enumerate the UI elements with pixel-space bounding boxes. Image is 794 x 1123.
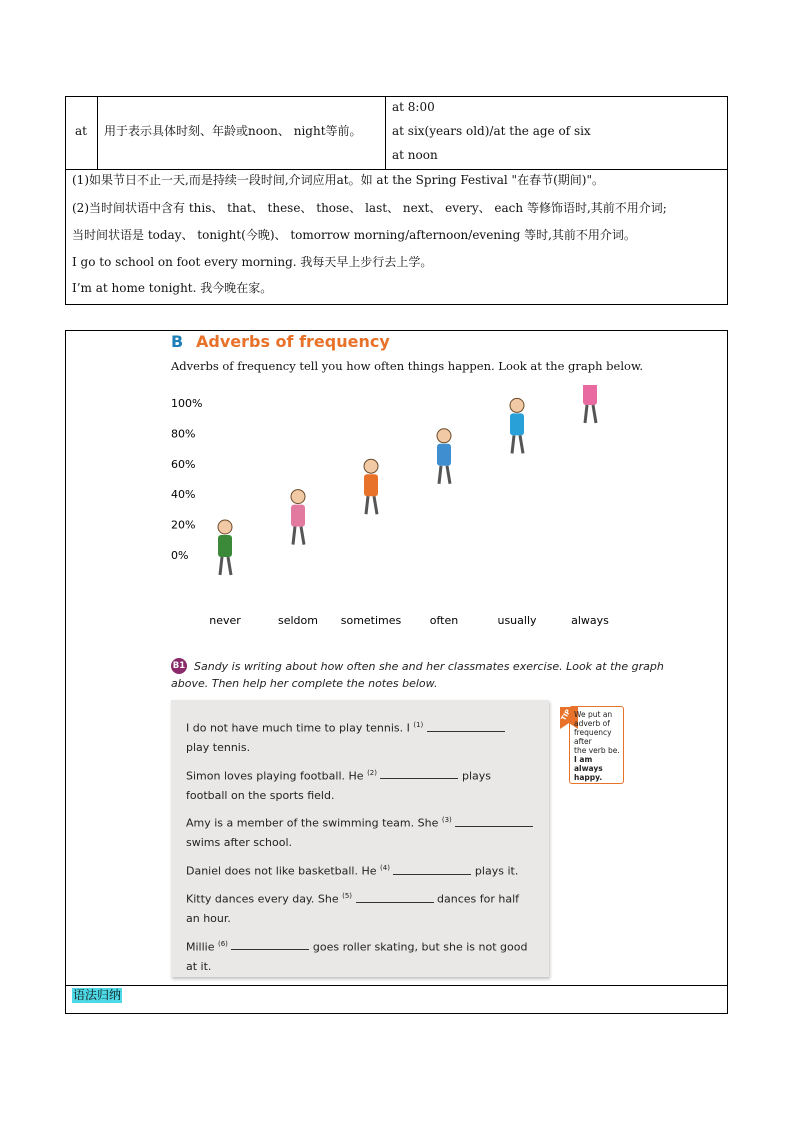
answer-blank[interactable] <box>427 721 505 732</box>
tip-line: We put an <box>574 710 613 719</box>
section-letter: B <box>171 332 184 351</box>
figure-seldom <box>291 490 305 545</box>
figure-leg <box>220 557 222 575</box>
figure-leg <box>366 496 368 514</box>
x-category-label: always <box>571 614 609 627</box>
blank-number: (1) <box>413 721 424 729</box>
example-line: at noon <box>392 148 438 162</box>
note-text: Amy is a member of the swimming team. She <box>186 816 442 830</box>
figure-leg <box>447 466 450 484</box>
figure-head <box>437 429 451 443</box>
note-text: I do not have much time to play tennis. I <box>186 721 414 735</box>
section-title: Adverbs of frequency <box>196 332 390 351</box>
task-instruction: above. Then help her complete the notes below. <box>171 677 438 690</box>
task-instruction: Sandy is writing about how often she and her classmates exercise. Look at the graph <box>194 660 664 673</box>
section-intro: Adverbs of frequency tell you how often things happen. Look at the graph below. <box>171 359 644 373</box>
figure-always <box>583 385 597 423</box>
note-item <box>186 935 541 977</box>
tip-label: TIP <box>559 707 573 723</box>
figure-body <box>218 535 232 557</box>
x-category-label: often <box>429 614 459 627</box>
table-divider <box>66 169 727 170</box>
figure-leg <box>439 466 441 484</box>
figure-body <box>510 413 524 435</box>
figure-body <box>291 505 305 527</box>
note-text: play tennis. <box>186 741 251 755</box>
note-line: I’m at home tonight. 我今晚在家。 <box>72 281 273 295</box>
notes-list <box>186 716 541 982</box>
figure-head <box>510 398 524 412</box>
prep-cell: at <box>75 124 87 138</box>
note-item <box>186 811 541 853</box>
note-line: (2)当时间状语中含有 this、 that、 these、 those、 last、 next、 every、 each 等修饰语时,其前不用介词; <box>72 201 667 215</box>
tip-example: I am always <box>574 755 603 773</box>
tip-line: adverb of <box>574 719 610 728</box>
figure-often <box>437 429 451 484</box>
note-text: football on the sports field. <box>186 788 335 802</box>
example-line: at six(years old)/at the age of six <box>392 124 591 138</box>
frequency-chart <box>165 385 625 635</box>
y-tick-label: 0% <box>171 549 189 562</box>
note-text: Millie <box>186 940 218 954</box>
usage-cell: 用于表示具体时刻、年龄或noon、 night等前。 <box>104 124 362 138</box>
note-item <box>186 859 541 881</box>
figure-head <box>218 520 232 534</box>
blank-number: (4) <box>380 863 390 872</box>
figure-leg <box>293 527 295 545</box>
chart-layer <box>171 385 609 627</box>
usage-table <box>65 96 728 305</box>
tip-line: frequency after <box>574 728 612 746</box>
figure-head <box>364 459 378 473</box>
figure-leg <box>228 557 231 575</box>
note-text: Daniel does not like basketball. He <box>186 864 381 878</box>
answer-blank[interactable] <box>231 939 309 950</box>
note-text: swims after school. <box>186 836 293 850</box>
example-line: at 8:00 <box>392 100 435 114</box>
blank-number: (3) <box>441 816 452 825</box>
x-category-label: usually <box>497 614 537 627</box>
table-divider <box>97 97 98 169</box>
y-tick-label: 20% <box>171 518 196 532</box>
figure-sometimes <box>364 459 378 514</box>
figure-leg <box>593 405 596 423</box>
x-category-label: never <box>209 614 241 627</box>
note-text: Simon loves playing football. He <box>186 769 368 783</box>
note-text: dances for half <box>433 892 520 906</box>
b1-badge: B1 <box>171 658 187 674</box>
tip-line: the verb be. <box>574 746 620 755</box>
table-divider <box>385 97 386 169</box>
blank-number: (5) <box>342 892 353 901</box>
note-line: (1)如果节日不止一天,而是持续一段时间,介词应用at。如 at the Spring Festival "在春节(期间)"。 <box>72 173 604 187</box>
note-text: plays it. <box>471 864 519 878</box>
y-tick-label: 100% <box>171 397 203 410</box>
tip-box <box>559 706 624 784</box>
figure-leg <box>301 527 304 545</box>
figure-never <box>218 520 232 575</box>
answer-blank[interactable] <box>393 864 471 875</box>
note-line: 当时间状语是 today、 tonight(今晚)、 tomorrow morning/afternoon/evening 等时,其前不用介词。 <box>72 228 636 242</box>
figure-body <box>364 474 378 496</box>
note-item <box>186 887 541 929</box>
notes-paper <box>171 700 549 977</box>
figure-leg <box>520 435 523 453</box>
answer-blank[interactable] <box>455 816 533 827</box>
figure-usually <box>510 398 524 453</box>
note-line: I go to school on foot every morning. 我每天早上步行去上学。 <box>72 255 433 269</box>
note-item <box>186 764 541 806</box>
blank-number: (6) <box>217 939 228 948</box>
note-text: plays <box>458 769 492 783</box>
answer-blank[interactable] <box>380 768 458 779</box>
figure-body <box>583 385 597 405</box>
summary-label: 语法归纳 <box>73 988 122 1002</box>
x-category-label: sometimes <box>340 614 402 627</box>
blank-number: (2) <box>367 768 377 777</box>
figure-leg <box>512 435 514 453</box>
x-category-label: seldom <box>278 614 318 627</box>
figure-body <box>437 444 451 466</box>
y-tick-label: 40% <box>171 488 196 502</box>
figure-leg <box>585 405 587 423</box>
note-text: an hour. <box>186 912 231 926</box>
note-text: Kitty dances every day. She <box>186 892 343 906</box>
y-tick-label: 80% <box>171 427 196 441</box>
figure-leg <box>374 496 377 514</box>
y-tick-label: 60% <box>171 457 196 471</box>
table-divider <box>66 985 727 986</box>
note-text: goes roller skating, but she is not good <box>309 940 528 954</box>
tip-text <box>574 710 623 782</box>
figure-head <box>291 490 305 504</box>
answer-blank[interactable] <box>356 892 434 903</box>
tip-example: happy. <box>574 773 603 782</box>
note-text: at it. <box>186 959 212 973</box>
note-item <box>186 716 541 758</box>
